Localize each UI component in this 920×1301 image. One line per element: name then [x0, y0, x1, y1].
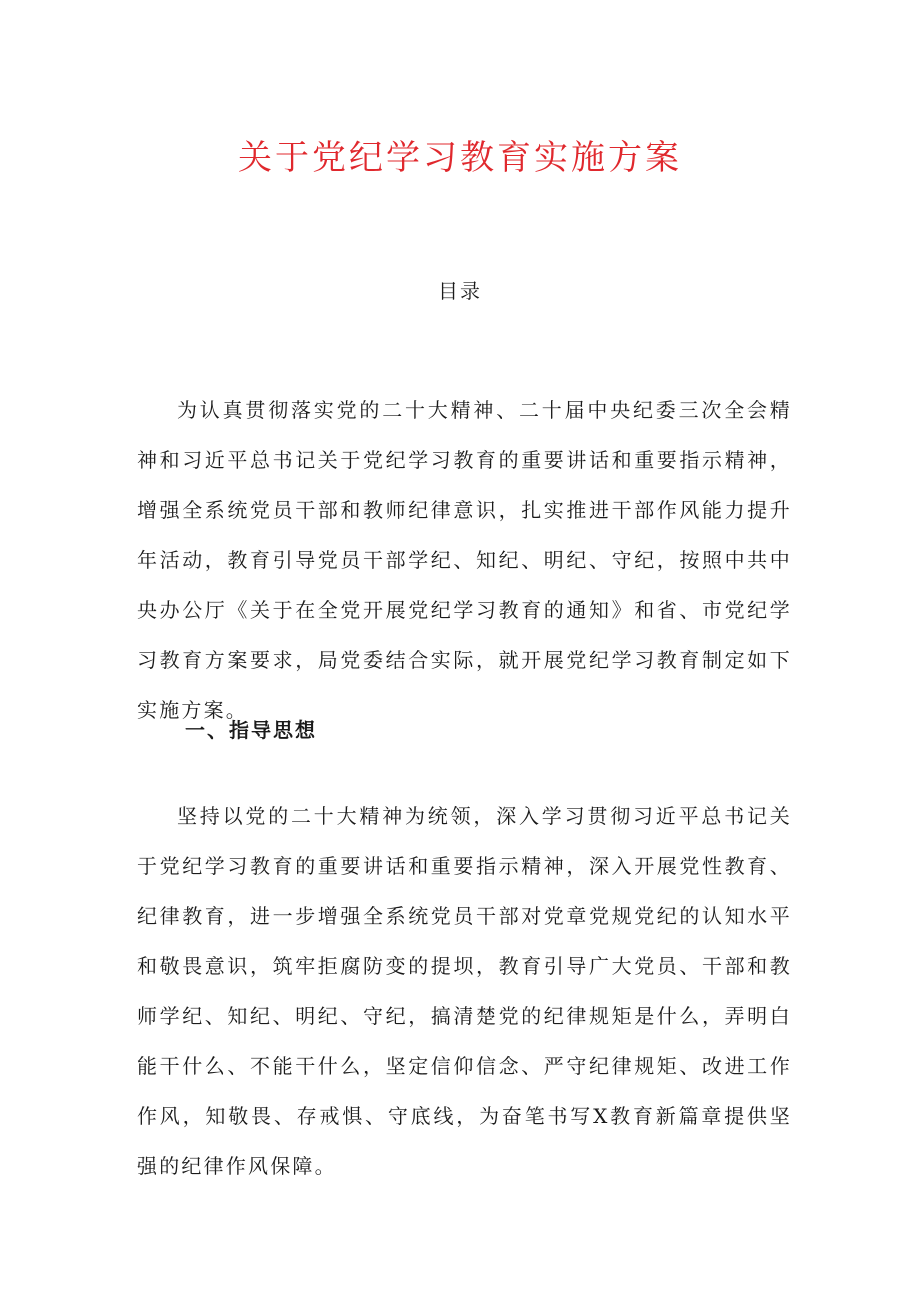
document-title: 关于党纪学习教育实施方案	[238, 138, 682, 178]
intro-paragraph: 为认真贯彻落实党的二十大精神、二十届中央纪委三次全会精神和习近平总书记关于党纪学习教育的重要讲话和重要指示精神，增强全系统党员干部和教师纪律意识，扎实推进干部作风能力提升年活动，教育引导党员干部学纪、知纪、明纪、守纪，按照中共中央办公厅《关于在全党开展党纪学习教育的通知》和省、市党纪学习教育方案要求，局党委结合实际，就开展党纪学习教育制定如下实施方案。	[137, 398, 792, 722]
section-heading-guiding-ideology: 一、指导思想	[185, 718, 317, 742]
toc-label: 目录	[438, 279, 482, 303]
guiding-ideology-paragraph: 坚持以党的二十大精神为统领，深入学习贯彻习近平总书记关于党纪学习教育的重要讲话和重要指示精神，深入开展党性教育、纪律教育，进一步增强全系统党员干部对党章党规党纪的认知水平和敬畏意识，筑牢拒腐防变的提坝，教育引导广大党员、干部和教师学纪、知纪、明纪、守纪，搞清楚党的纪律规矩是什么，弄明白能干什么、不能干什么，坚定信仰信念、严守纪律规矩、改进工作作风，知敬畏、存戒惧、守底线，为奋笔书写X教育新篇章提供坚强的纪律作风保障。	[137, 804, 792, 1178]
